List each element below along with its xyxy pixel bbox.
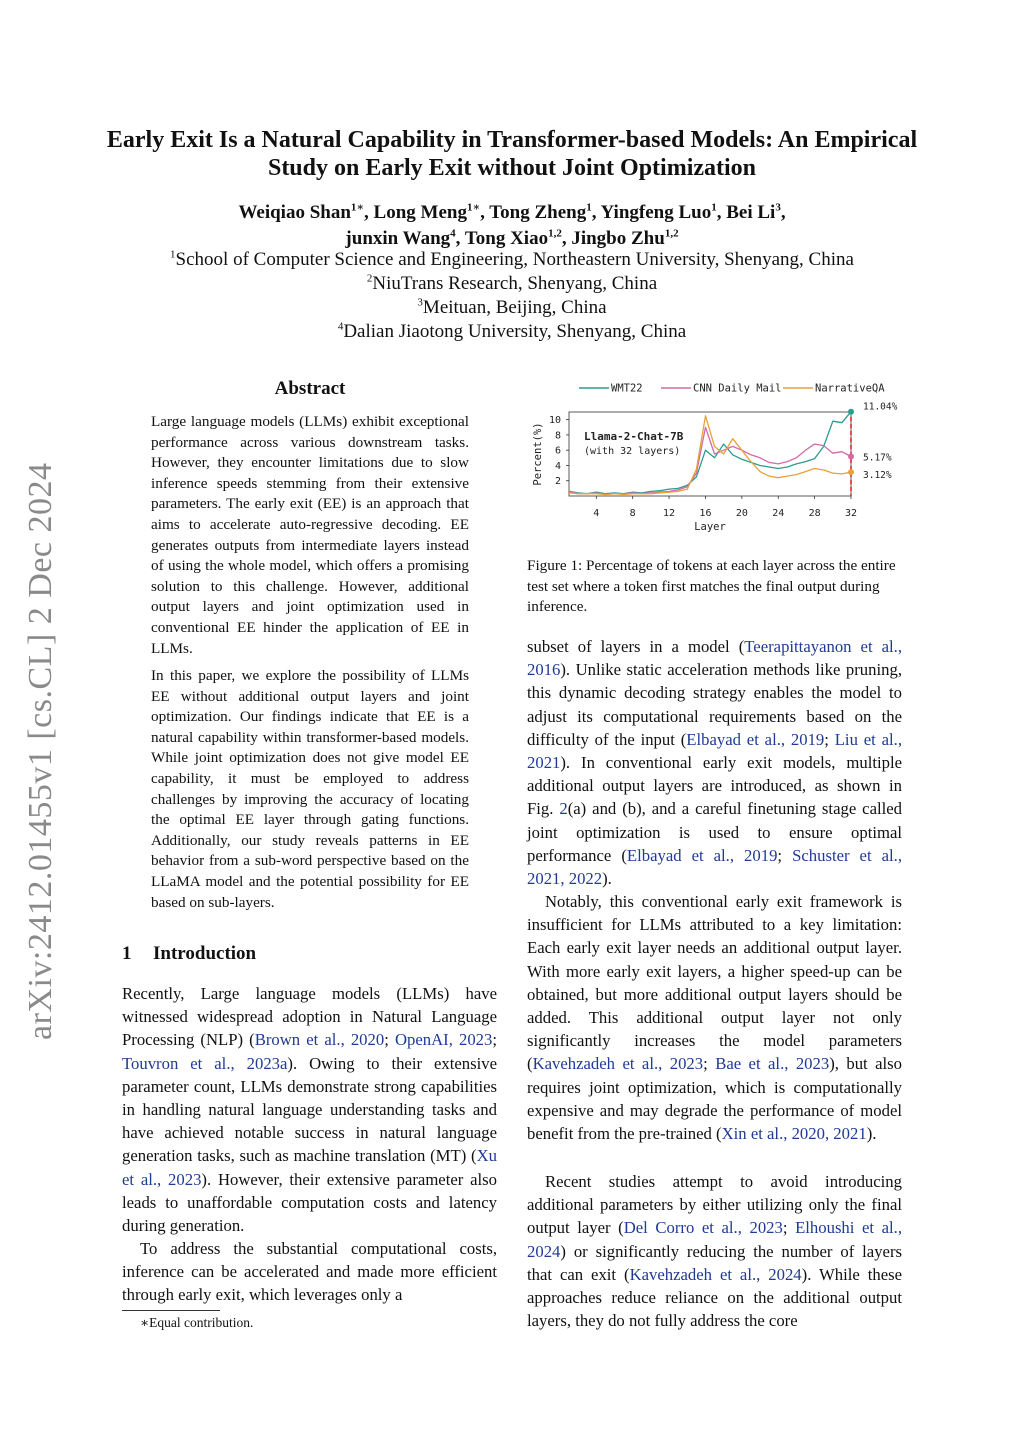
x-tick-label: 20	[735, 508, 748, 519]
abstract-paragraph: Large language models (LLMs) exhibit exceptional performance across various downstream tasks. However, they encounter limitations due to slow inference speeds stemming from their extensive parameters. The early exit (EE) is an approach that aims to accelerate auto-regressive decoding. EE generates outputs from intermediate layers instead of using the whole model, which offers a promising solution to this challenge. However, additional output layers and joint optimization used in conventional EE hinder the application of EE in LLMs.	[151, 413, 469, 657]
chart-inset-subtitle: (with 32 layers)	[584, 446, 681, 457]
section-heading: 1 Introduction	[122, 943, 257, 964]
citation-link[interactable]: Liu et al., 2021	[527, 729, 903, 773]
footnote-rule	[122, 1310, 220, 1311]
citation-link[interactable]: Bae et al., 2023	[715, 1054, 830, 1074]
final-value-label: 5.17%	[863, 452, 892, 464]
y-tick-label: 8	[554, 430, 561, 442]
citation-link[interactable]: Elbayad et al., 2019	[686, 729, 825, 749]
x-tick-label: 4	[593, 508, 600, 519]
citation-link[interactable]: Teerapittayanon et al., 2016	[527, 637, 902, 680]
citation-link[interactable]: Brown et al., 2020	[254, 1030, 385, 1050]
body-paragraph: Recent studies attempt to avoid introducing additional parameters by either utilizing only the final output layer (Del Corro et al., 2023; Elhoushi et al., 2024) or significantly reducing the number of layers that can exit (Kavehzadeh et al., 2024). While these approaches reduce reliance on the additional output layers, they do not fully address the core	[527, 1172, 902, 1331]
author-name: Jingbo Zhu	[571, 228, 665, 249]
final-value-point	[848, 454, 854, 460]
author-name: Tong Zheng	[489, 202, 587, 223]
legend-entry: WMT22	[611, 382, 643, 395]
intro-paragraph: Recently, Large language models (LLMs) have witnessed widespread adoption in Natural Language Processing (NLP) (Brown et al., 2020; OpenAI, 2023; Touvron et al., 2023a). Owing to their extensive parameter count, LLMs demonstrate strong capabilities in handling natural language understanding tasks and have achieved notable success in natural language generation tasks, such as machine translation (MT) (Xu et al., 2023). However, their extensive parameter also leads to unaffordable computation costs and latency during generation.	[122, 984, 498, 1236]
chart-inset-title: Llama-2-Chat-7B	[584, 430, 684, 443]
footnote: ∗Equal contribution.	[140, 1315, 254, 1330]
legend-entry: NarrativeQA	[815, 382, 885, 395]
affiliation: $^3$Meituan, Beijing, China	[417, 296, 607, 318]
y-tick-label: 2	[554, 476, 561, 488]
arxiv-stamp: arXiv:2412.01455v1 [cs.CL] 2 Dec 2024	[22, 462, 59, 1040]
chart-annotations	[848, 402, 898, 496]
citation-link[interactable]: Touvron et al., 2023a	[122, 1053, 288, 1073]
intro-paragraph: To address the substantial computational costs, inference can be accelerated and made more efficient through early exit, which leverages only a	[122, 1239, 497, 1305]
x-tick-label: 24	[772, 508, 785, 519]
figure-caption: Figure 1: Percentage of tokens at each layer across the entire test set where a token first matches the final output during inference.	[527, 557, 896, 616]
citation-link[interactable]: Schuster et al., 2021, 2022	[527, 845, 903, 889]
figure-1-chart	[525, 376, 905, 538]
citation-link[interactable]: Del Corro et al., 2023	[623, 1218, 783, 1238]
final-value-point	[848, 469, 854, 475]
author-name: Long Meng	[373, 202, 467, 223]
affiliation: $^1$School of Computer Science and Engineering, Northeastern University, Shenyang, China	[170, 248, 854, 270]
y-tick-label: 4	[554, 460, 561, 472]
author-name: Bei Li	[726, 202, 776, 223]
x-tick-label: 12	[663, 508, 676, 519]
paper-title: Early Exit Is a Natural Capability in Transformer-based Models: An Empirical Study on Early Exit without Joint Optimization	[106, 127, 918, 181]
x-tick-label: 28	[808, 508, 821, 519]
body-paragraph: Notably, this conventional early exit framework is insufficient for LLMs attributed to a key limitation: Each early exit layer needs an additional output layer. With more early exit layers, a higher speed-up can be obtained, but more additional output layers should be added. This additional output layer not only significantly increases the model parameters (Kavehzadeh et al., 2023; Bae et al., 2023), but also requires joint optimization, which is computationally expensive and may degrade the performance of model benefit from the pre-trained (Xin et al., 2020, 2021).	[527, 892, 903, 1144]
abstract-heading: Abstract	[274, 378, 346, 399]
x-tick-label: 32	[844, 508, 858, 519]
citation-link[interactable]: Xin et al., 2020, 2021	[721, 1124, 867, 1144]
citation-link[interactable]: Elbayad et al., 2019	[626, 845, 778, 865]
author-list: Weiqiao Shan$^{1∗}$, Long Meng$^{1∗}$, Tong Zheng$^1$, Yingfeng Luo$^1$, Bei Li$^3$, junxin Wang$^4$, Tong Xiao$^{1,2}$, Jingbo Zhu$^{1,2}$	[238, 201, 786, 249]
body-paragraph: subset of layers in a model (Teerapittayanon et al., 2016). Unlike static acceleration methods like pruning, this dynamic decoding strategy enables the model to adjust its computational requirements based on the difficulty of the input (Elbayad et al., 2019; Liu et al., 2021). In conventional early exit models, multiple additional output layers are introduced, as shown in Fig. 2(a) and (b), and a careful finetuning stage called joint optimization is used to ensure optimal performance (Elbayad et al., 2019; Schuster et al., 2021, 2022).	[527, 637, 903, 889]
author-name: Weiqiao Shan	[238, 202, 351, 223]
figure-link[interactable]: 2	[559, 799, 568, 819]
author-name: Tong Xiao	[464, 228, 549, 249]
affiliation: $^2$NiuTrans Research, Shenyang, China	[366, 272, 658, 294]
final-value-point	[848, 409, 854, 415]
legend-entry: CNN Daily Mail	[693, 382, 782, 395]
abstract-paragraph: In this paper, we explore the possibility of LLMs EE without additional output layers and joint optimization. Our findings indicate that EE is a natural capability within transformer-based models. While joint optimization does not give model EE capability, it must be employed to address challenges by improving the accuracy of locating the optimal EE layer through gating functions. Additionally, our study reveals patterns in EE behavior from a sub-word perspective based on the LLaMA model and the potential possibility for EE based on sub-layers.	[151, 667, 469, 911]
final-value-label: 3.12%	[863, 470, 892, 482]
y-tick-label: 6	[554, 445, 561, 457]
y-tick-label: 10	[548, 415, 561, 427]
citation-link[interactable]: Elhoushi et al., 2024	[527, 1218, 902, 1261]
x-tick-label: 16	[699, 508, 712, 519]
author-name: junxin Wang	[345, 228, 451, 249]
citation-link[interactable]: Xu et al., 2023	[122, 1146, 497, 1189]
citation-link[interactable]: Kavehzadeh et al., 2023	[532, 1054, 704, 1074]
citation-link[interactable]: OpenAI, 2023	[394, 1030, 493, 1050]
citation-link[interactable]: Kavehzadeh et al., 2024	[629, 1264, 802, 1284]
final-value-label: 11.04%	[863, 401, 898, 413]
x-axis-label: Layer	[694, 521, 726, 533]
chart-legend	[579, 383, 885, 395]
y-axis-label: Percent(%)	[532, 422, 544, 486]
author-name: Yingfeng Luo	[600, 202, 712, 223]
affiliation: $^4$Dalian Jiaotong University, Shenyang, China	[337, 320, 687, 342]
x-tick-label: 8	[629, 508, 636, 519]
